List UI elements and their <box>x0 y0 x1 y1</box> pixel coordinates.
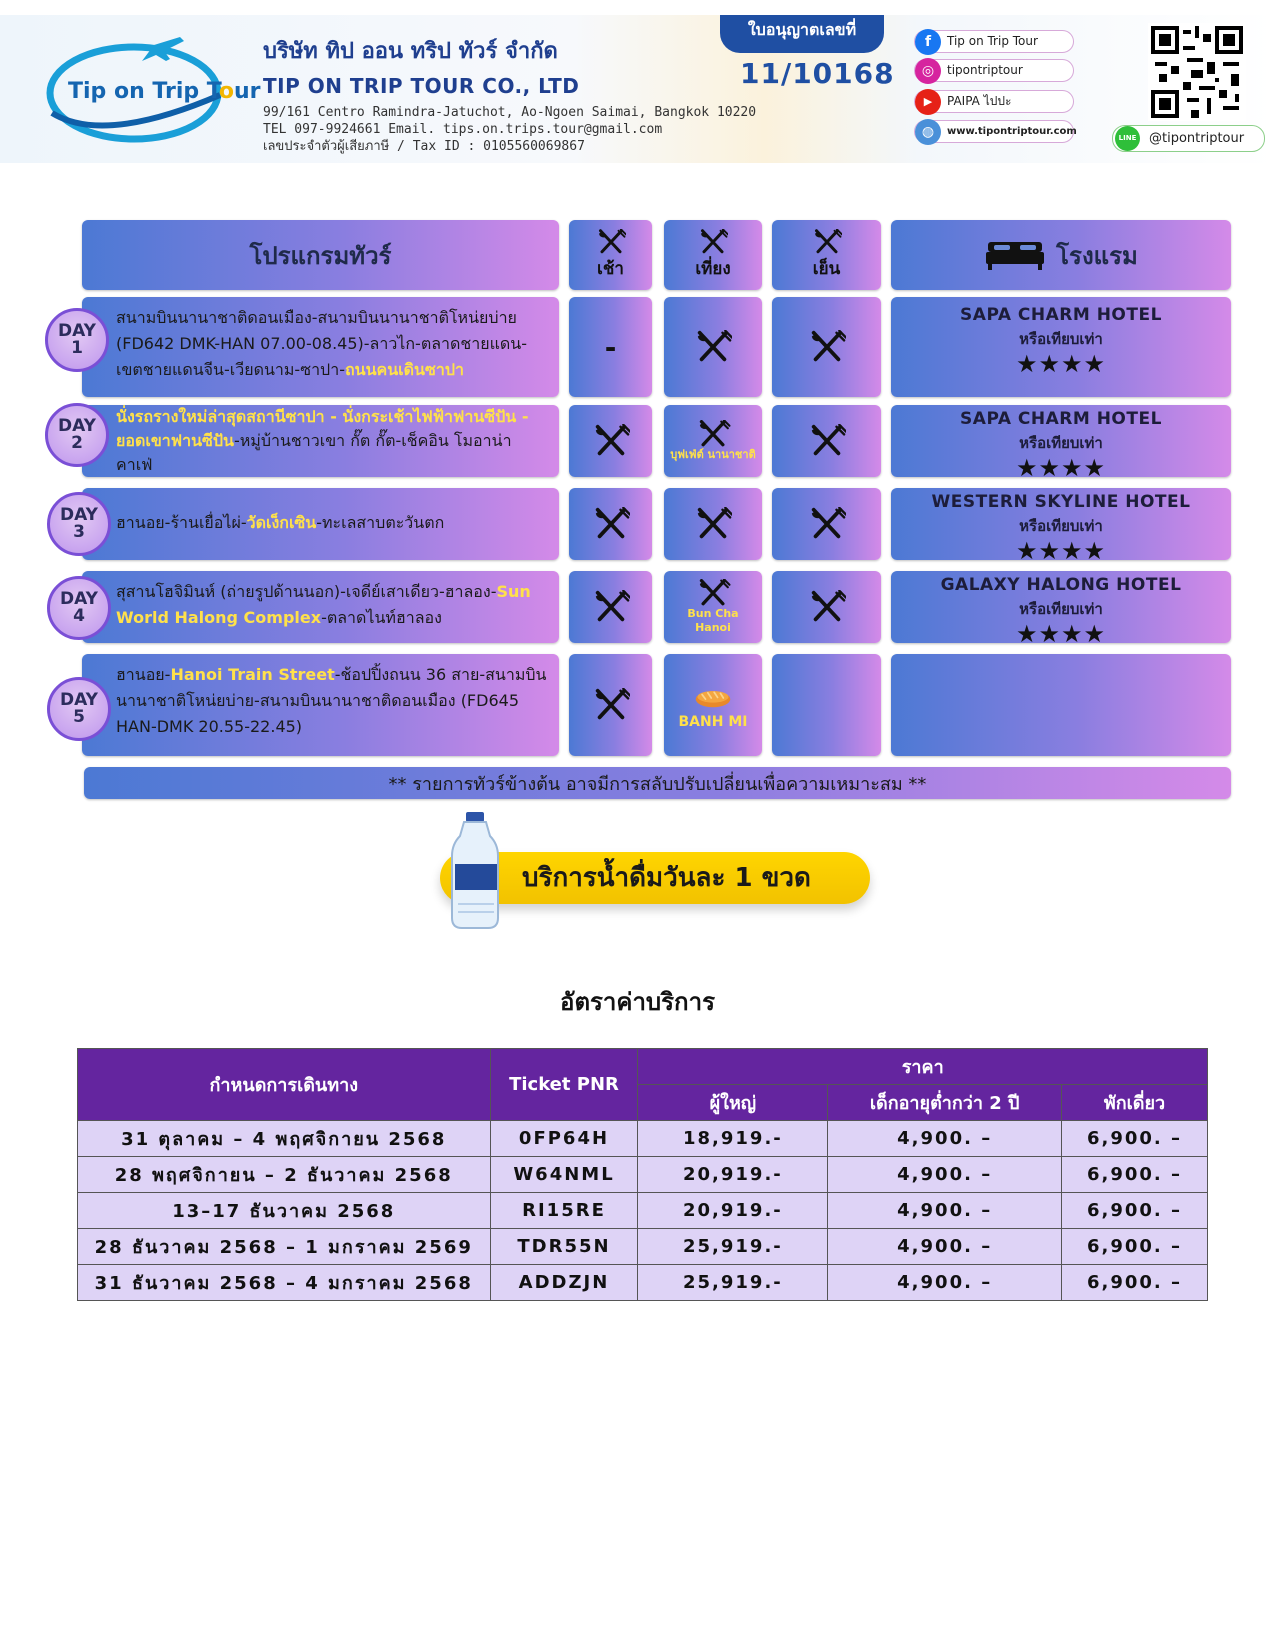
breakfast-header: เช้า <box>569 220 652 290</box>
day-4-badge: DAY 4 <box>47 576 111 640</box>
cutlery-icon <box>592 424 630 458</box>
license-number: 11/10168 <box>740 57 895 90</box>
cutlery-icon <box>694 507 732 541</box>
rates-title: อัตราค่าบริการ <box>560 988 715 1016</box>
dinner-header: เย็น <box>772 220 881 290</box>
water-bottle-icon <box>446 812 506 932</box>
day-1-badge: DAY 1 <box>45 308 109 372</box>
cutlery-icon <box>808 590 846 624</box>
facebook-icon: f <box>915 29 941 55</box>
day-1-lunch <box>664 297 762 397</box>
cutlery-icon <box>808 424 846 458</box>
cutlery-icon <box>694 330 732 364</box>
company-name-english: TIP ON TRIP TOUR CO., LTD <box>263 74 580 98</box>
header-date: กำหนดการเดินทาง <box>78 1049 491 1121</box>
page-header <box>0 15 1275 163</box>
cutlery-icon <box>596 229 626 255</box>
star-rating: ★★★★ <box>1015 454 1107 482</box>
header-single: พักเดี่ยว <box>1062 1085 1208 1121</box>
day-2-program: นั่งรถรางใหม่ล่าสุดสถานีซาปา - นั่งกระเช้าไฟฟ้าฟานซีปัน - ยอดเขาฟานซีปัน-หมู่บ้านชาวเขา กั๊ต กั๊ต-เช็คอิน โมอาน่า คาเฟ่ <box>82 405 559 477</box>
cell-pnr: ADDZJN <box>490 1265 638 1301</box>
cutlery-icon <box>698 229 728 255</box>
table-row <box>78 1157 1208 1193</box>
day-1-breakfast: - <box>569 297 652 397</box>
cell-child: 4,900. – <box>828 1193 1062 1229</box>
table-row <box>78 1229 1208 1265</box>
hotel-header: โรงแรม <box>891 220 1231 290</box>
cell-date: 31 ธันวาคม 2568 – 4 มกราคม 2568 <box>78 1265 491 1301</box>
website-link[interactable]: ◍ www.tipontriptour.com <box>914 120 1074 143</box>
day-2-breakfast <box>569 405 652 477</box>
company-name-thai: บริษัท ทิป ออน ทริป ทัวร์ จำกัด <box>263 39 558 64</box>
cell-adult: 20,919.- <box>638 1193 828 1229</box>
cell-adult: 25,919.- <box>638 1229 828 1265</box>
day-4-program: สุสานโฮจิมินห์ (ถ่ายรูปด้านนอก)-เจดีย์เสาเดียว-ฮาลอง-Sun World Halong Complex-ตลาดไนท์ฮาลอง <box>82 571 559 643</box>
cell-date: 28 ธันวาคม 2568 – 1 มกราคม 2569 <box>78 1229 491 1265</box>
qr-code <box>1148 23 1246 121</box>
company-tax-id: เลขประจำตัวผู้เสียภาษี / Tax ID : 0105560069867 <box>263 139 585 154</box>
youtube-icon: ▶ <box>915 89 941 115</box>
cell-child: 4,900. – <box>828 1121 1062 1157</box>
cell-date: 13–17 ธันวาคม 2568 <box>78 1193 491 1229</box>
day-4-breakfast <box>569 571 652 643</box>
day-2-badge: DAY 2 <box>45 403 109 467</box>
table-row <box>78 1121 1208 1157</box>
cell-single: 6,900. – <box>1062 1229 1208 1265</box>
star-rating: ★★★★ <box>1015 350 1107 378</box>
header-pnr: Ticket PNR <box>490 1049 638 1121</box>
day-4-hotel: GALAXY HALONG HOTEL หรือเทียบเท่า ★★★★ <box>891 571 1231 643</box>
cell-single: 6,900. – <box>1062 1265 1208 1301</box>
itinerary-footnote: ** รายการทัวร์ข้างต้น อาจมีการสลับปรับเปลี่ยนเพื่อความเหมาะสม ** <box>84 767 1231 799</box>
star-rating: ★★★★ <box>1015 537 1107 565</box>
cell-adult: 20,919.- <box>638 1157 828 1193</box>
website-icon: ◍ <box>915 119 941 145</box>
cutlery-icon <box>694 420 732 448</box>
day-3-badge: DAY 3 <box>47 492 111 556</box>
cutlery-icon <box>592 507 630 541</box>
cell-pnr: 0FP64H <box>490 1121 638 1157</box>
cell-adult: 25,919.- <box>638 1265 828 1301</box>
company-contact: TEL 097-9924661 Email. tips.on.trips.tour@gmail.com <box>263 122 663 137</box>
license-label: ใบอนุญาตเลขที่ <box>720 15 884 53</box>
table-row <box>78 1193 1208 1229</box>
cell-date: 31 ตุลาคม – 4 พฤศจิกายน 2568 <box>78 1121 491 1157</box>
header-adult: ผู้ใหญ่ <box>638 1085 828 1121</box>
day-1-program: สนามบินนานาชาติดอนเมือง-สนามบินนานาชาติโหน่ยบ่าย (FD642 DMK-HAN 07.00-08.45)-ลาวไก-ตลาดชายแดน-เขตชายแดนจีน-เวียดนาม-ซาปา-ถนนคนเดินซาปา <box>82 297 559 397</box>
cell-pnr: W64NML <box>490 1157 638 1193</box>
day-2-hotel: SAPA CHARM HOTEL หรือเทียบเท่า ★★★★ <box>891 405 1231 477</box>
cell-single: 6,900. – <box>1062 1157 1208 1193</box>
day-2-dinner <box>772 405 881 477</box>
cutlery-icon <box>808 330 846 364</box>
line-link[interactable]: LINE @tipontriptour <box>1112 125 1265 152</box>
day-5-breakfast <box>569 654 652 756</box>
program-header: โปรแกรมทัวร์ <box>82 220 559 290</box>
day-3-program: ฮานอย-ร้านเยื่อไผ่-วัดเง็กเซิน-ทะเลสาบตะวันตก <box>82 488 559 560</box>
cell-pnr: RI15RE <box>490 1193 638 1229</box>
day-2-lunch: บุฟเฟ่ต์ นานาชาติ <box>664 405 762 477</box>
day-3-breakfast <box>569 488 652 560</box>
water-banner-text: บริการน้ำดื่มวันละ 1 ขวด <box>440 852 870 904</box>
cell-date: 28 พฤศจิกายน – 2 ธันวาคม 2568 <box>78 1157 491 1193</box>
day-1-dinner <box>772 297 881 397</box>
star-rating: ★★★★ <box>1015 620 1107 648</box>
bread-icon <box>694 681 732 715</box>
logo-text: Tip on Trip T <box>68 79 219 104</box>
cell-adult: 18,919.- <box>638 1121 828 1157</box>
day-3-dinner <box>772 488 881 560</box>
cell-single: 6,900. – <box>1062 1121 1208 1157</box>
cell-child: 4,900. – <box>828 1157 1062 1193</box>
price-table <box>77 1048 1208 1301</box>
cutlery-icon <box>694 579 732 607</box>
youtube-link[interactable]: ▶ PAIPA ไปปะ <box>914 90 1074 113</box>
bed-icon <box>984 238 1046 272</box>
cutlery-icon <box>592 688 630 722</box>
logo-text-end: ur <box>234 79 261 104</box>
cell-child: 4,900. – <box>828 1229 1062 1265</box>
cutlery-icon <box>808 507 846 541</box>
table-row <box>78 1265 1208 1301</box>
header-price: ราคา <box>638 1049 1208 1085</box>
water-banner <box>420 812 890 932</box>
cell-single: 6,900. – <box>1062 1193 1208 1229</box>
instagram-link[interactable]: ◎ tipontriptour <box>914 59 1074 82</box>
day-3-hotel: WESTERN SKYLINE HOTEL หรือเทียบเท่า ★★★★ <box>891 488 1231 560</box>
day-5-program: ฮานอย-Hanoi Train Street-ช้อปปิ้งถนน 36 สาย-สนามบินนานาชาติโหน่ยบ่าย-สนามบินนานาชาติดอนเมือง (FD645 HAN-DMK 20.55-22.45) <box>82 654 559 756</box>
cell-child: 4,900. – <box>828 1265 1062 1301</box>
cell-pnr: TDR55N <box>490 1229 638 1265</box>
header-child: เด็กอายุต่ำกว่า 2 ปี <box>828 1085 1062 1121</box>
day-5-lunch: BANH MI <box>664 654 762 756</box>
instagram-icon: ◎ <box>915 58 941 84</box>
company-address: 99/161 Centro Ramindra-Jatuchot, Ao-Ngoen Saimai, Bangkok 10220 <box>263 105 757 120</box>
cutlery-icon <box>592 590 630 624</box>
day-5-badge: DAY 5 <box>47 677 111 741</box>
lunch-header: เที่ยง <box>664 220 762 290</box>
line-icon: LINE <box>1115 126 1140 151</box>
day-1-hotel: SAPA CHARM HOTEL หรือเทียบเท่า ★★★★ <box>891 297 1231 397</box>
day-4-dinner <box>772 571 881 643</box>
day-4-lunch: Bun Cha Hanoi <box>664 571 762 643</box>
cutlery-icon <box>812 229 842 255</box>
day-5-hotel <box>891 654 1231 756</box>
day-5-dinner <box>772 654 881 756</box>
day-3-lunch <box>664 488 762 560</box>
company-info <box>263 33 756 155</box>
facebook-link[interactable]: f Tip on Trip Tour <box>914 30 1074 53</box>
company-logo: Tip on Trip Tour <box>44 35 234 143</box>
